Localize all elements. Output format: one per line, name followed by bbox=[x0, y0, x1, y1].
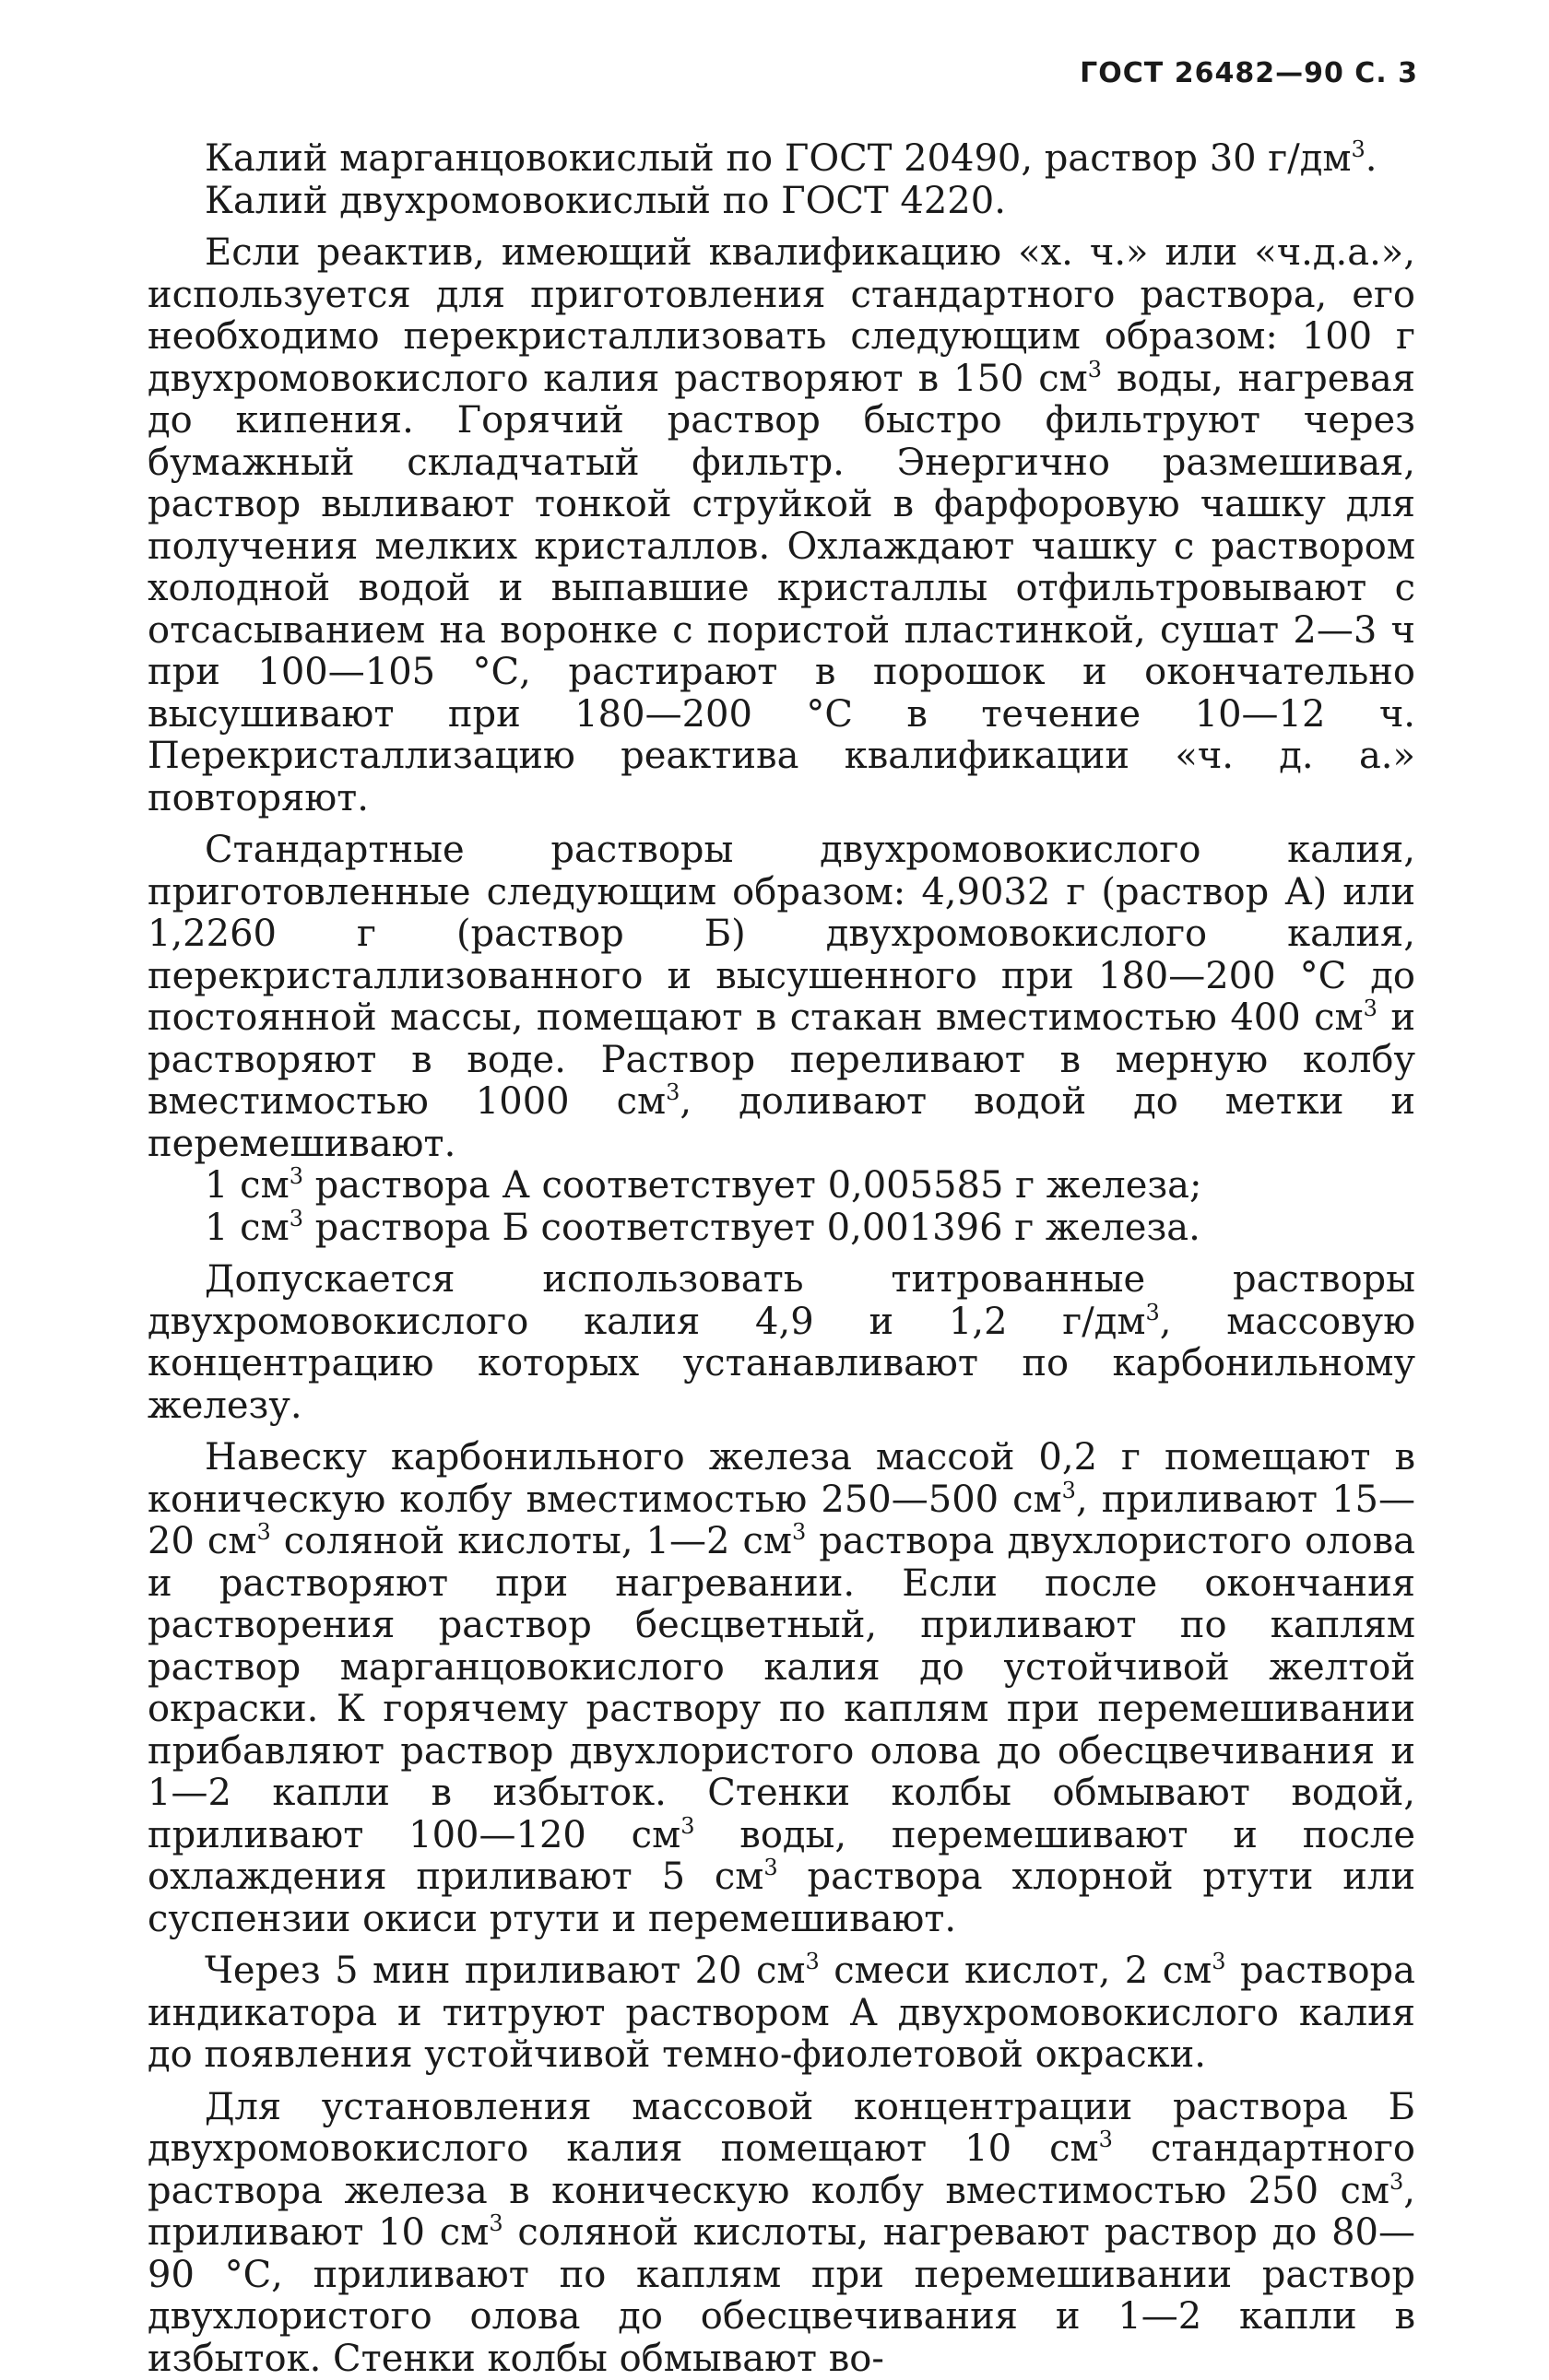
paragraph-recrystallization: Если реактив, имеющий квалификацию «х. ч.» или «ч.д.а.», используется для приготовления стандартного раствора, его необходимо перекристаллизовать следующим образом: 100 г двухромовокислого калия растворяют в 150 $см^3$ воды, нагревая до кипения. Горячий раствор быстро фильтруют через бумажный складчатый фильтр. Энергично размешивая, раствор выливают тонкой струйкой в фарфоровую чашку для получения мелких кристаллов. Охлаждают чашку с раствором холодной водой и выпавшие кристаллы отфильтровывают с отсасыванием на воронке с пористой пластинкой, сушат 2—3 ч при 100—105 °С, растирают в порошок и окончательно высушивают при 180—200 °С в течение 10—12 ч. Перекристаллизацию реактива квалификации «ч. д. а.» повторяют. bbox=[148, 232, 1415, 819]
paragraph-titrated-solutions: Допускается использовать титрованные растворы двухромовокислого калия 4,9 и 1,2 $г/дм^3$, массовую концентрацию которых устанавливают по карбонильному железу. bbox=[148, 1259, 1415, 1427]
paragraph-solution-b-equivalent: 1 $см^3$ раствора Б соответствует 0,001396 г железа. bbox=[148, 1208, 1415, 1250]
paragraph-solution-b-concentration: Для установления массовой концентрации раствора Б двухромовокислого калия помещают 10 $см^3$ стандартного раствора железа в коническую колбу вместимостью 250 $см^3$, приливают 10 $см^3$ соляной кислоты, нагревают раствор до 80—90 °С, приливают по каплям при перемешивании раствор двухлористого олова до обесцвечивания и 1—2 капли в избыток. Стенки колбы обмывают во- bbox=[148, 2087, 1415, 2380]
paragraph-carbonyl-iron-procedure: Навеску карбонильного железа массой 0,2 г помещают в коническую колбу вместимостью 250—500 $см^3$, приливают 15—20 $см^3$ соляной кислоты, 1—2 $см^3$ раствора двухлористого олова и растворяют при нагревании. Если после окончания растворения раствор бесцветный, приливают по каплям раствор марганцовокислого калия до устойчивой желтой окраски. К горячему раствору по каплям при перемешивании прибавляют раствор двухлористого олова до обесцвечивания и 1—2 капли в избыток. Стенки колбы обмывают водой, приливают 100—120 $см^3$ воды, перемешивают и после охлаждения приливают 5 $см^3$ раствора хлорной ртути или суспензии окиси ртути и перемешивают. bbox=[148, 1437, 1415, 1940]
running-head: ГОСТ 26482—90 С. 3 bbox=[1080, 57, 1418, 89]
paragraph-reagent-dichromate: Калий двухромовокислый по ГОСТ 4220. bbox=[148, 181, 1415, 223]
paragraph-reagent-permanganate: Калий марганцовокислый по ГОСТ 20490, раствор 30 $г/дм^3$. bbox=[148, 138, 1415, 181]
paragraph-standard-solutions: Стандартные растворы двухромовокислого калия, приготовленные следующим образом: 4,9032 г (раствор А) или 1,2260 г (раствор Б) двухромовокислого калия, перекристаллизованного и высушенного при 180—200 °С до постоянной массы, помещают в стакан вместимостью 400 $см^3$ и растворяют в воде. Раствор переливают в мерную колбу вместимостью 1000 $см^3$, доливают водой до метки и перемешивают. bbox=[148, 830, 1415, 1165]
body-text bbox=[148, 138, 1415, 2380]
paragraph-titration: Через 5 мин приливают 20 $см^3$ смеси кислот, 2 $см^3$ раствора индикатора и титруют раствором А двухромовокислого калия до появления устойчивой темно-фиолетовой окраски. bbox=[148, 1950, 1415, 2077]
paragraph-solution-a-equivalent: 1 $см^3$ раствора А соответствует 0,005585 г железа; bbox=[148, 1165, 1415, 1208]
